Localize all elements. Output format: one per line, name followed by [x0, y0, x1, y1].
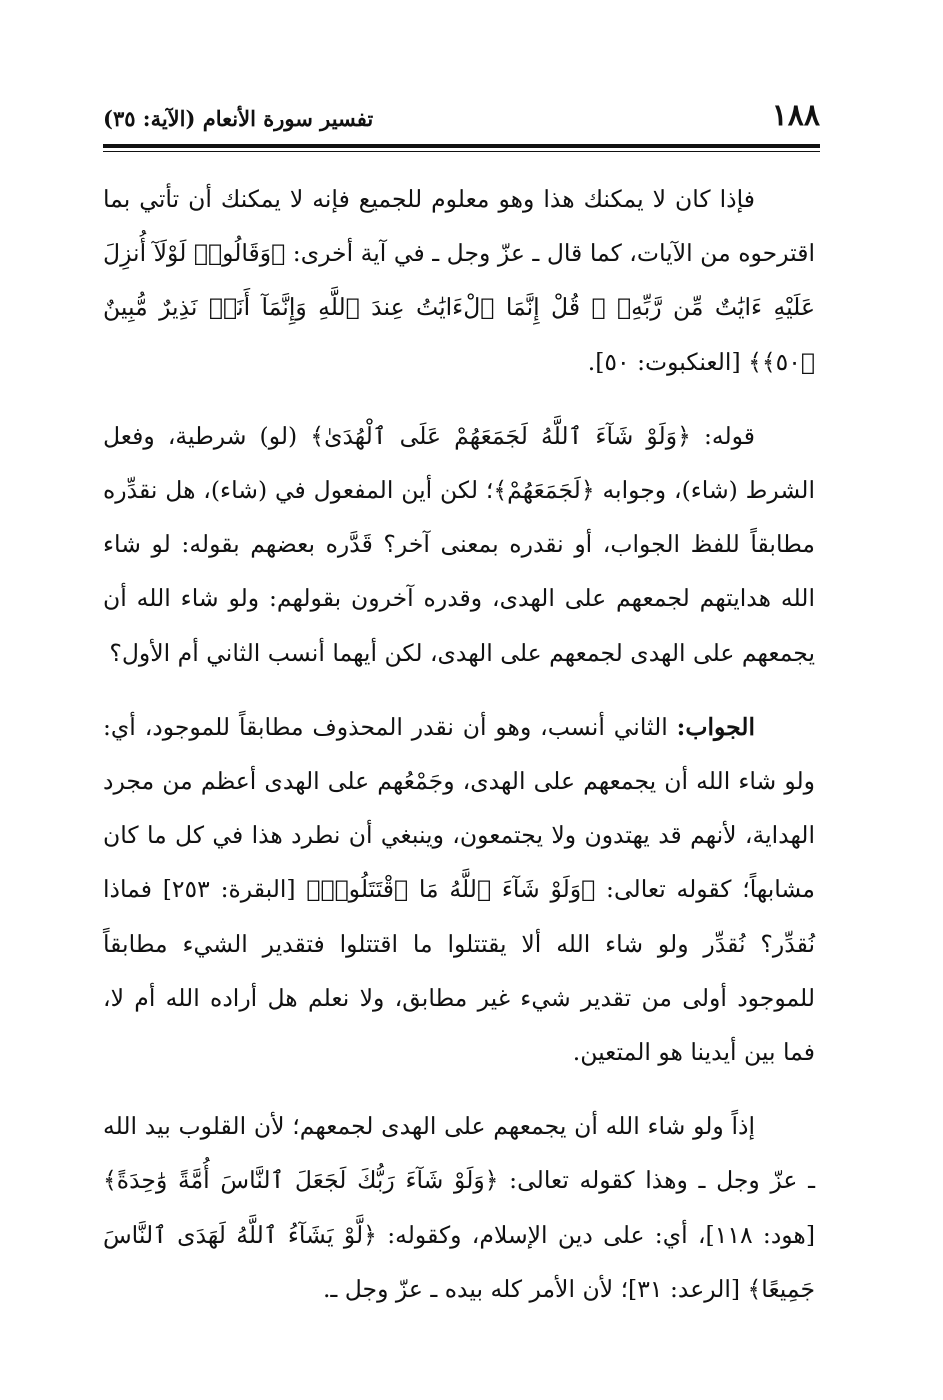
page-body — [103, 172, 815, 1316]
header-rule — [103, 144, 820, 148]
paragraph-1: فإذا كان لا يمكنك هذا وهو معلوم للجميع فإنه لا يمكنك أن تأتي بما اقترحوه من الآيات، كما قال ـ عزّ وجل ـ في آية أخرى: ﴿وَقَالُوا۟ لَوْلَآ أُنزِلَ عَلَيْهِ ءَايَٰتٌ مِّن رَّبِّهِۦ ۖ قُلْ إِنَّمَا ٱلْءَايَٰتُ عِندَ ٱللَّهِ وَإِنَّمَآ أَنَا۠ نَذِيرٌ مُّبِينٌ ﴿٥٠﴾﴾ [العنكبوت: ٥٠]. — [103, 185, 815, 376]
answer-label: الجواب: — [676, 712, 755, 741]
paragraph-2: قوله: ﴿وَلَوْ شَآءَ ٱللَّهُ لَجَمَعَهُمْ عَلَى ٱلْهُدَىٰ﴾ (لو) شرطية، وفعل الشرط (شاء)، وجوابه ﴿لَجَمَعَهُمْ﴾؛ لكن أين المفعول في (شاء)، هل نقدِّره مطابقاً للفظ الجواب، أو نقدره بمعنى آخر؟ قَدَّره بعضهم بقوله: لو شاء الله هدايتهم لجمعهم على الهدى، وقدره آخرون بقولهم: ولو شاء الله أن يجمعهم على الهدى لجمعهم على الهدى، لكن أيهما أنسب الثاني أم الأول؟ — [103, 421, 815, 667]
page-header — [103, 98, 820, 148]
paragraph-3 — [103, 700, 815, 1079]
running-title: تفسير سورة الأنعام (الآية: ٣٥) — [103, 106, 374, 131]
paragraph-4: إذاً ولو شاء الله أن يجمعهم على الهدى لجمعهم؛ لأن القلوب بيد الله ـ عزّ وجل ـ وهذا كقوله تعالى: ﴿وَلَوْ شَآءَ رَبُّكَ لَجَعَلَ ٱلنَّاسَ أُمَّةً وَٰحِدَةً﴾ [هود: ١١٨]، أي: على دين الإسلام، وكقوله: ﴿لَّوْ يَشَآءُ ٱللَّهُ لَهَدَى ٱلنَّاسَ جَمِيعًا﴾ [الرعد: ٣١]؛ لأن الأمر كله بيده ـ عزّ وجل ـ. — [103, 1112, 815, 1303]
answer-text: الثاني أنسب، وهو أن نقدر المحذوف مطابقاً للموجود، أي: ولو شاء الله أن يجمعهم على الهدى، وجَمْعُهم على الهدى أعظم من مجرد الهداية، لأنهم قد يهتدون ولا يجتمعون، وينبغي أن نطرد هذا في كل ما كان مشابهاً؛ كقوله تعالى: ﴿وَلَوْ شَآءَ ٱللَّهُ مَا ٱقْتَتَلُوا۟﴾ [البقرة: ٢٥٣] فماذا نُقدِّر؟ نُقدِّر ولو شاء الله ألا يقتتلوا ما اقتتلوا فتقدير الشيء مطابقاً للموجود أولى من تقدير شيء غير مطابق، ولا نعلم هل أراده الله أم لا، فما بين أيدينا هو المتعين. — [103, 712, 815, 1067]
header-rule-thin — [103, 151, 820, 152]
page-number: ١٨٨ — [771, 98, 820, 133]
